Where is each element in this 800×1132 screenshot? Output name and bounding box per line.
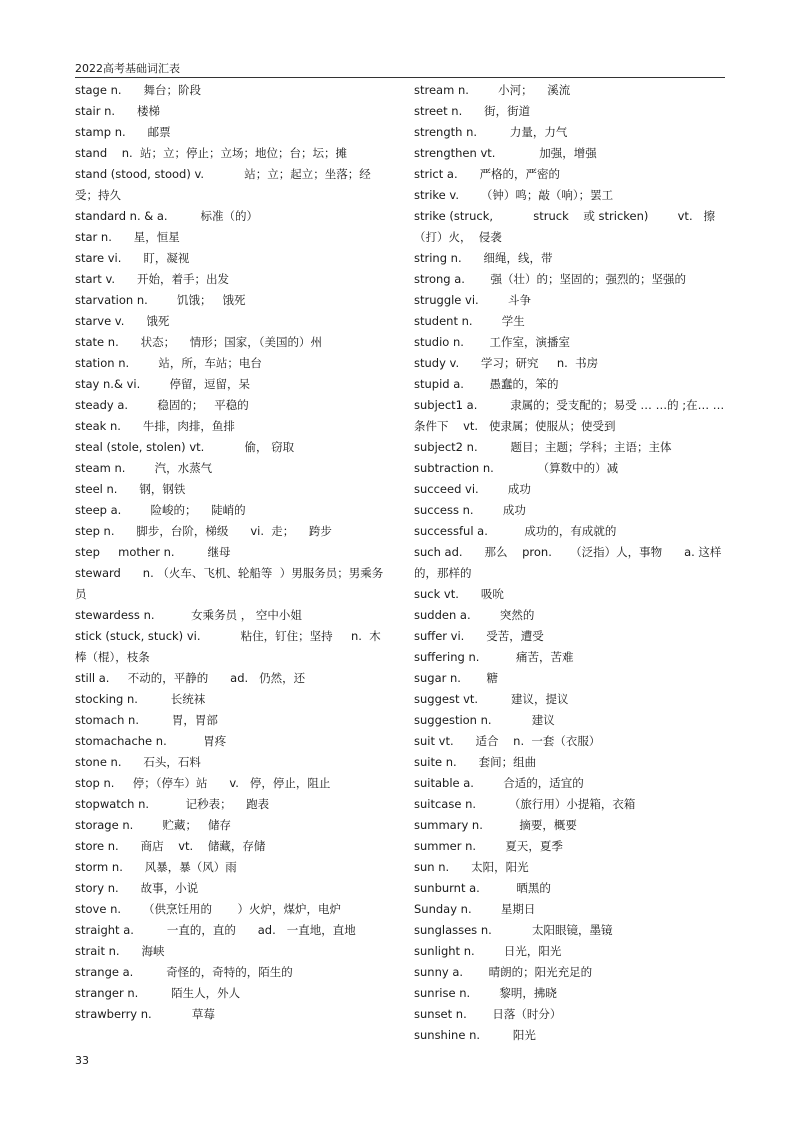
vocab-entry: steward n. （火车、飞机、轮船等 ）男服务员；男乘务员 [75,566,384,601]
vocab-entry: street n. 街，街道 [414,104,531,118]
vocab-entry: steak n. 牛排，肉排，鱼排 [75,419,235,433]
vocab-entry: steel n. 钢，钢铁 [75,482,186,496]
vocab-entry: sunrise n. 黎明，拂晓 [414,986,557,1000]
vocab-entry: success n. 成功 [414,503,526,517]
vocab-entry: suit vt. 适合 n. 一套（衣服） [414,734,601,748]
vocab-entry: sudden a. 突然的 [414,608,535,622]
vocab-entry: strait n. 海峡 [75,944,165,958]
vocab-entry: studio n. 工作室，演播室 [414,335,571,349]
vocab-entry: state n. 状态； 情形；国家，（美国的）州 [75,335,323,349]
vocab-entry: starvation n. 饥饿； 饿死 [75,293,246,307]
vocab-entry: strike (struck, struck 或 stricken) vt. 擦（打）火， 侵袭 [414,209,716,244]
vocab-entry: sunglasses n. 太阳眼镜，墨镜 [414,923,613,937]
vocab-entry: sunburnt a. 晒黑的 [414,881,551,895]
vocab-entry: strange a. 奇怪的，奇特的，陌生的 [75,965,293,979]
vocab-entry: stopwatch n. 记秒表； 跑表 [75,797,270,811]
vocab-entry: store n. 商店 vt. 储藏，存储 [75,839,266,853]
vocab-entry: stomachache n. 胃疼 [75,734,227,748]
vocab-entry: standard n. & a. 标准（的） [75,209,258,223]
header-divider [75,77,725,78]
vocab-entry: strict a. 严格的，严密的 [414,167,561,181]
vocab-entry: stage n. 舞台；阶段 [75,83,201,97]
vocab-entry: star n. 星，恒星 [75,230,180,244]
vocab-entry: stand n. 站；立；停止；立场；地位；台；坛；摊 [75,146,348,160]
left-column [75,80,387,1025]
vocab-entry: steam n. 汽，水蒸气 [75,461,213,475]
page-number: 33 [75,1054,89,1067]
vocab-entry: step mother n. 继母 [75,545,231,559]
vocab-entry: struggle vi. 斗争 [414,293,531,307]
vocab-entry: suck vt. 吸吮 [414,587,504,601]
vocab-entry: stupid a. 愚蠢的，笨的 [414,377,559,391]
vocab-entry: stop n. 停；（停车）站 v. 停，停止，阻止 [75,776,331,790]
vocab-entry: station n. 站，所，车站；电台 [75,356,262,370]
vocab-entry: subject2 n. 题目；主题；学科；主语；主体 [414,440,672,454]
vocab-entry: stone n. 石头，石料 [75,755,201,769]
vocab-entry: strike v. （钟）鸣；敲（响）；罢工 [414,188,614,202]
vocab-entry: stocking n. 长统袜 [75,692,206,706]
page-header-title: 2022高考基础词汇表 [75,62,180,75]
vocab-entry: steep a. 险峻的； 陡峭的 [75,503,246,517]
vocab-entry: student n. 学生 [414,314,525,328]
vocab-entry: suitable a. 合适的，适宜的 [414,776,584,790]
vocab-entry: suffering n. 痛苦，苦难 [414,650,574,664]
vocab-entry: stay n.& vi. 停留，逗留，呆 [75,377,250,391]
vocab-entry: subtraction n. （算数中的）减 [414,461,619,475]
vocab-entry: stewardess n. 女乘务员 ， 空中小姐 [75,608,302,622]
vocab-entry: storage n. 贮藏； 储存 [75,818,231,832]
vocab-entry: steal (stole, stolen) vt. 偷， 窃取 [75,440,295,454]
vocab-entry: suitcase n. （旅行用）小提箱，衣箱 [414,797,636,811]
vocab-entry: stick (stuck, stuck) vi. 粘住，钉住；坚持 n. 木棒（棍），枝条 [75,629,381,664]
vocab-entry: sunshine n. 阳光 [414,1028,536,1042]
vocab-entry: step n. 脚步，台阶，梯级 vi. 走； 跨步 [75,524,332,538]
vocab-entry: stamp n. 邮票 [75,125,171,139]
vocab-entry: sunlight n. 日光，阳光 [414,944,562,958]
right-column [414,80,726,1046]
vocab-entry: summary n. 摘要，概要 [414,818,577,832]
vocab-entry: such ad. 那么 pron. （泛指）人，事物 a. 这样的，那样的 [414,545,722,580]
vocab-entry: start v. 开始，着手；出发 [75,272,229,286]
vocab-entry: suggest vt. 建议，提议 [414,692,569,706]
vocab-entry: subject1 a. 隶属的；受支配的；易受 … …的 ;在… …条件下 vt. 使隶属；使服从；使受到 [414,398,725,433]
vocab-entry: stare vi. 盯，凝视 [75,251,190,265]
vocab-entry: strength n. 力量，力气 [414,125,568,139]
vocab-entry: stove n. （供烹饪用的 ）火炉，煤炉，电炉 [75,902,342,916]
vocab-entry: suggestion n. 建议 [414,713,555,727]
vocab-entry: starve v. 饿死 [75,314,170,328]
vocab-entry: suffer vi. 受苦，遭受 [414,629,544,643]
vocab-entry: string n. 细绳，线，带 [414,251,553,265]
vocab-entry: straight a. 一直的，直的 ad. 一直地，直地 [75,923,356,937]
vocab-entry: strawberry n. 草莓 [75,1007,215,1021]
vocab-entry: steady a. 稳固的； 平稳的 [75,398,249,412]
vocab-entry: strong a. 强（壮）的；坚固的；强烈的；坚强的 [414,272,687,286]
vocab-entry: stomach n. 胃，胃部 [75,713,218,727]
vocab-entry: sunny a. 晴朗的；阳光充足的 [414,965,593,979]
vocab-entry: Sunday n. 星期日 [414,902,536,916]
vocab-entry: strengthen vt. 加强，增强 [414,146,597,160]
vocab-entry: summer n. 夏天，夏季 [414,839,563,853]
vocab-entry: successful a. 成功的，有成就的 [414,524,617,538]
vocab-entry: stream n. 小河； 溪流 [414,83,571,97]
vocab-entry: study v. 学习；研究 n. 书房 [414,356,599,370]
vocab-entry: suite n. 套间；组曲 [414,755,537,769]
vocab-entry: sugar n. 糖 [414,671,499,685]
vocab-entry: stranger n. 陌生人，外人 [75,986,241,1000]
vocab-entry: sunset n. 日落（时分） [414,1007,562,1021]
vocab-entry: still a. 不动的，平静的 ad. 仍然，还 [75,671,306,685]
vocab-entry: story n. 故事，小说 [75,881,199,895]
vocab-entry: stair n. 楼梯 [75,104,161,118]
vocab-entry: storm n. 风暴，暴（风）雨 [75,860,237,874]
vocab-entry: stand (stood, stood) v. 站；立；起立；坐落；经受；持久 [75,167,371,202]
vocab-entry: sun n. 太阳，阳光 [414,860,529,874]
vocab-entry: succeed vi. 成功 [414,482,531,496]
